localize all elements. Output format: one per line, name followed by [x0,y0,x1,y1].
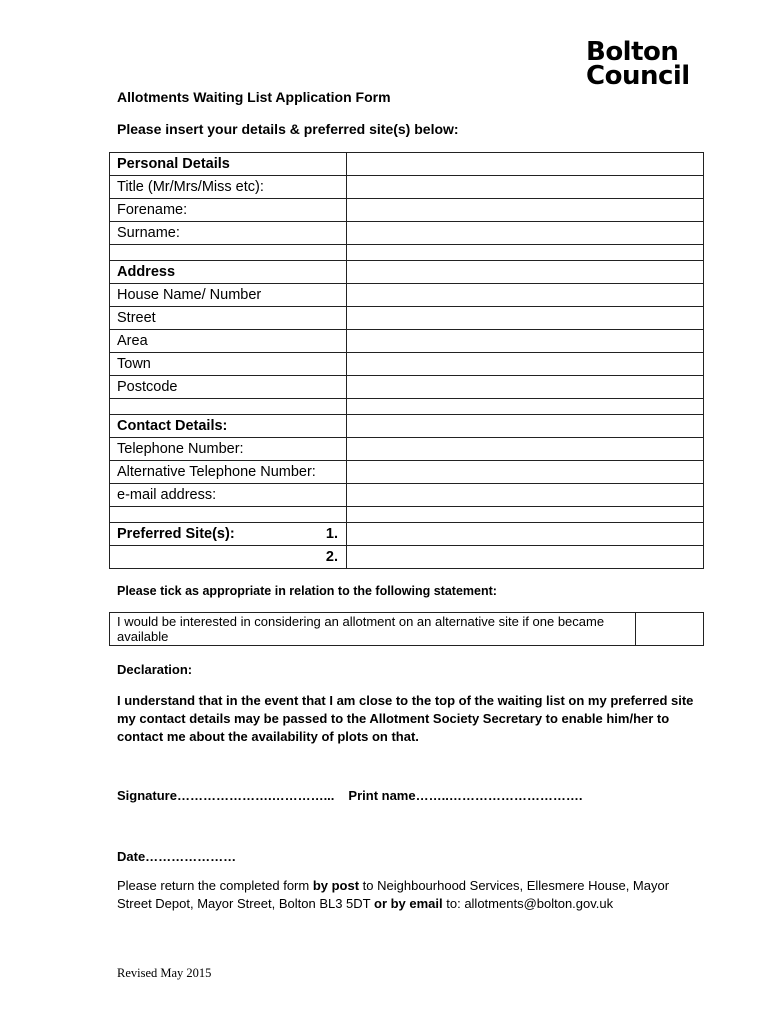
postcode-label: Postcode [110,376,347,399]
site-1-field[interactable] [347,523,704,546]
alt-telephone-field[interactable] [347,461,704,484]
town-field[interactable] [347,353,704,376]
area-label: Area [110,330,347,353]
house-label: House Name/ Number [110,284,347,307]
personal-details-heading: Personal Details [110,153,347,176]
forename-field[interactable] [347,199,704,222]
address-heading: Address [110,261,347,284]
logo-line-2: Council [586,61,690,91]
site-2-label-cell [110,546,347,569]
site-2-field[interactable] [347,546,704,569]
site-2-number: 2. [325,549,338,565]
alternative-site-statement: I would be interested in considering an allotment on an alternative site if one became available [110,613,636,646]
personal-details-blank [347,153,704,176]
postcode-field[interactable] [347,376,704,399]
return-text-2: to Neighbourhood Services, Ellesmere House, Mayor Street Depot, Mayor Street, Bolton BL3 5DT [117,878,670,911]
email-field[interactable] [347,484,704,507]
bolton-council-logo [586,37,690,91]
alt-telephone-label: Alternative Telephone Number: [110,461,347,484]
title-field[interactable] [347,176,704,199]
print-name-field[interactable]: Print name……..…………………………. [348,788,583,803]
spacer-cell [110,399,347,415]
preferred-sites-label-cell [110,523,347,546]
surname-label: Surname: [110,222,347,245]
return-instructions [117,877,707,913]
alternative-site-tick-box[interactable] [636,613,704,646]
tick-instruction: Please tick as appropriate in relation to the following statement: [117,584,497,598]
spacer-cell [347,399,704,415]
town-label: Town [110,353,347,376]
telephone-field[interactable] [347,438,704,461]
signature-field[interactable]: Signature………………….…………... [117,788,335,803]
date-field[interactable]: Date………………… [117,849,237,864]
revision-date: Revised May 2015 [117,966,212,980]
spacer-cell [347,245,704,261]
street-field[interactable] [347,307,704,330]
site-1-number: 1. [325,526,338,542]
telephone-label: Telephone Number: [110,438,347,461]
return-text-3: to: allotments@bolton.gov.uk [442,896,614,911]
area-field[interactable] [347,330,704,353]
by-email-text: or by email [374,896,443,911]
spacer-cell [110,507,347,523]
forename-label: Forename: [110,199,347,222]
street-label: Street [110,307,347,330]
form-title: Allotments Waiting List Application Form [117,89,391,105]
spacer-cell [110,245,347,261]
title-label: Title (Mr/Mrs/Miss etc): [110,176,347,199]
details-table [109,152,704,569]
contact-details-blank [347,415,704,438]
return-text-1: Please return the completed form [117,878,313,893]
email-label: e-mail address: [110,484,347,507]
house-field[interactable] [347,284,704,307]
tick-table [109,612,704,646]
declaration-text: I understand that in the event that I am close to the top of the waiting list on my preferred site my contact details may be passed to the Allotment Society Secretary to enable him/her to contact me about the availability of plots on that. [117,693,694,744]
address-blank [347,261,704,284]
preferred-sites-label: Preferred Site(s): [117,526,235,542]
by-post-text: by post [312,878,360,893]
contact-details-heading: Contact Details: [110,415,347,438]
signature-line [117,788,582,803]
surname-field[interactable] [347,222,704,245]
logo-line-1: Bolton [586,37,679,67]
form-subtitle: Please insert your details & preferred site(s) below: [117,121,459,137]
spacer-cell [347,507,704,523]
declaration-heading: Declaration: [117,662,193,677]
